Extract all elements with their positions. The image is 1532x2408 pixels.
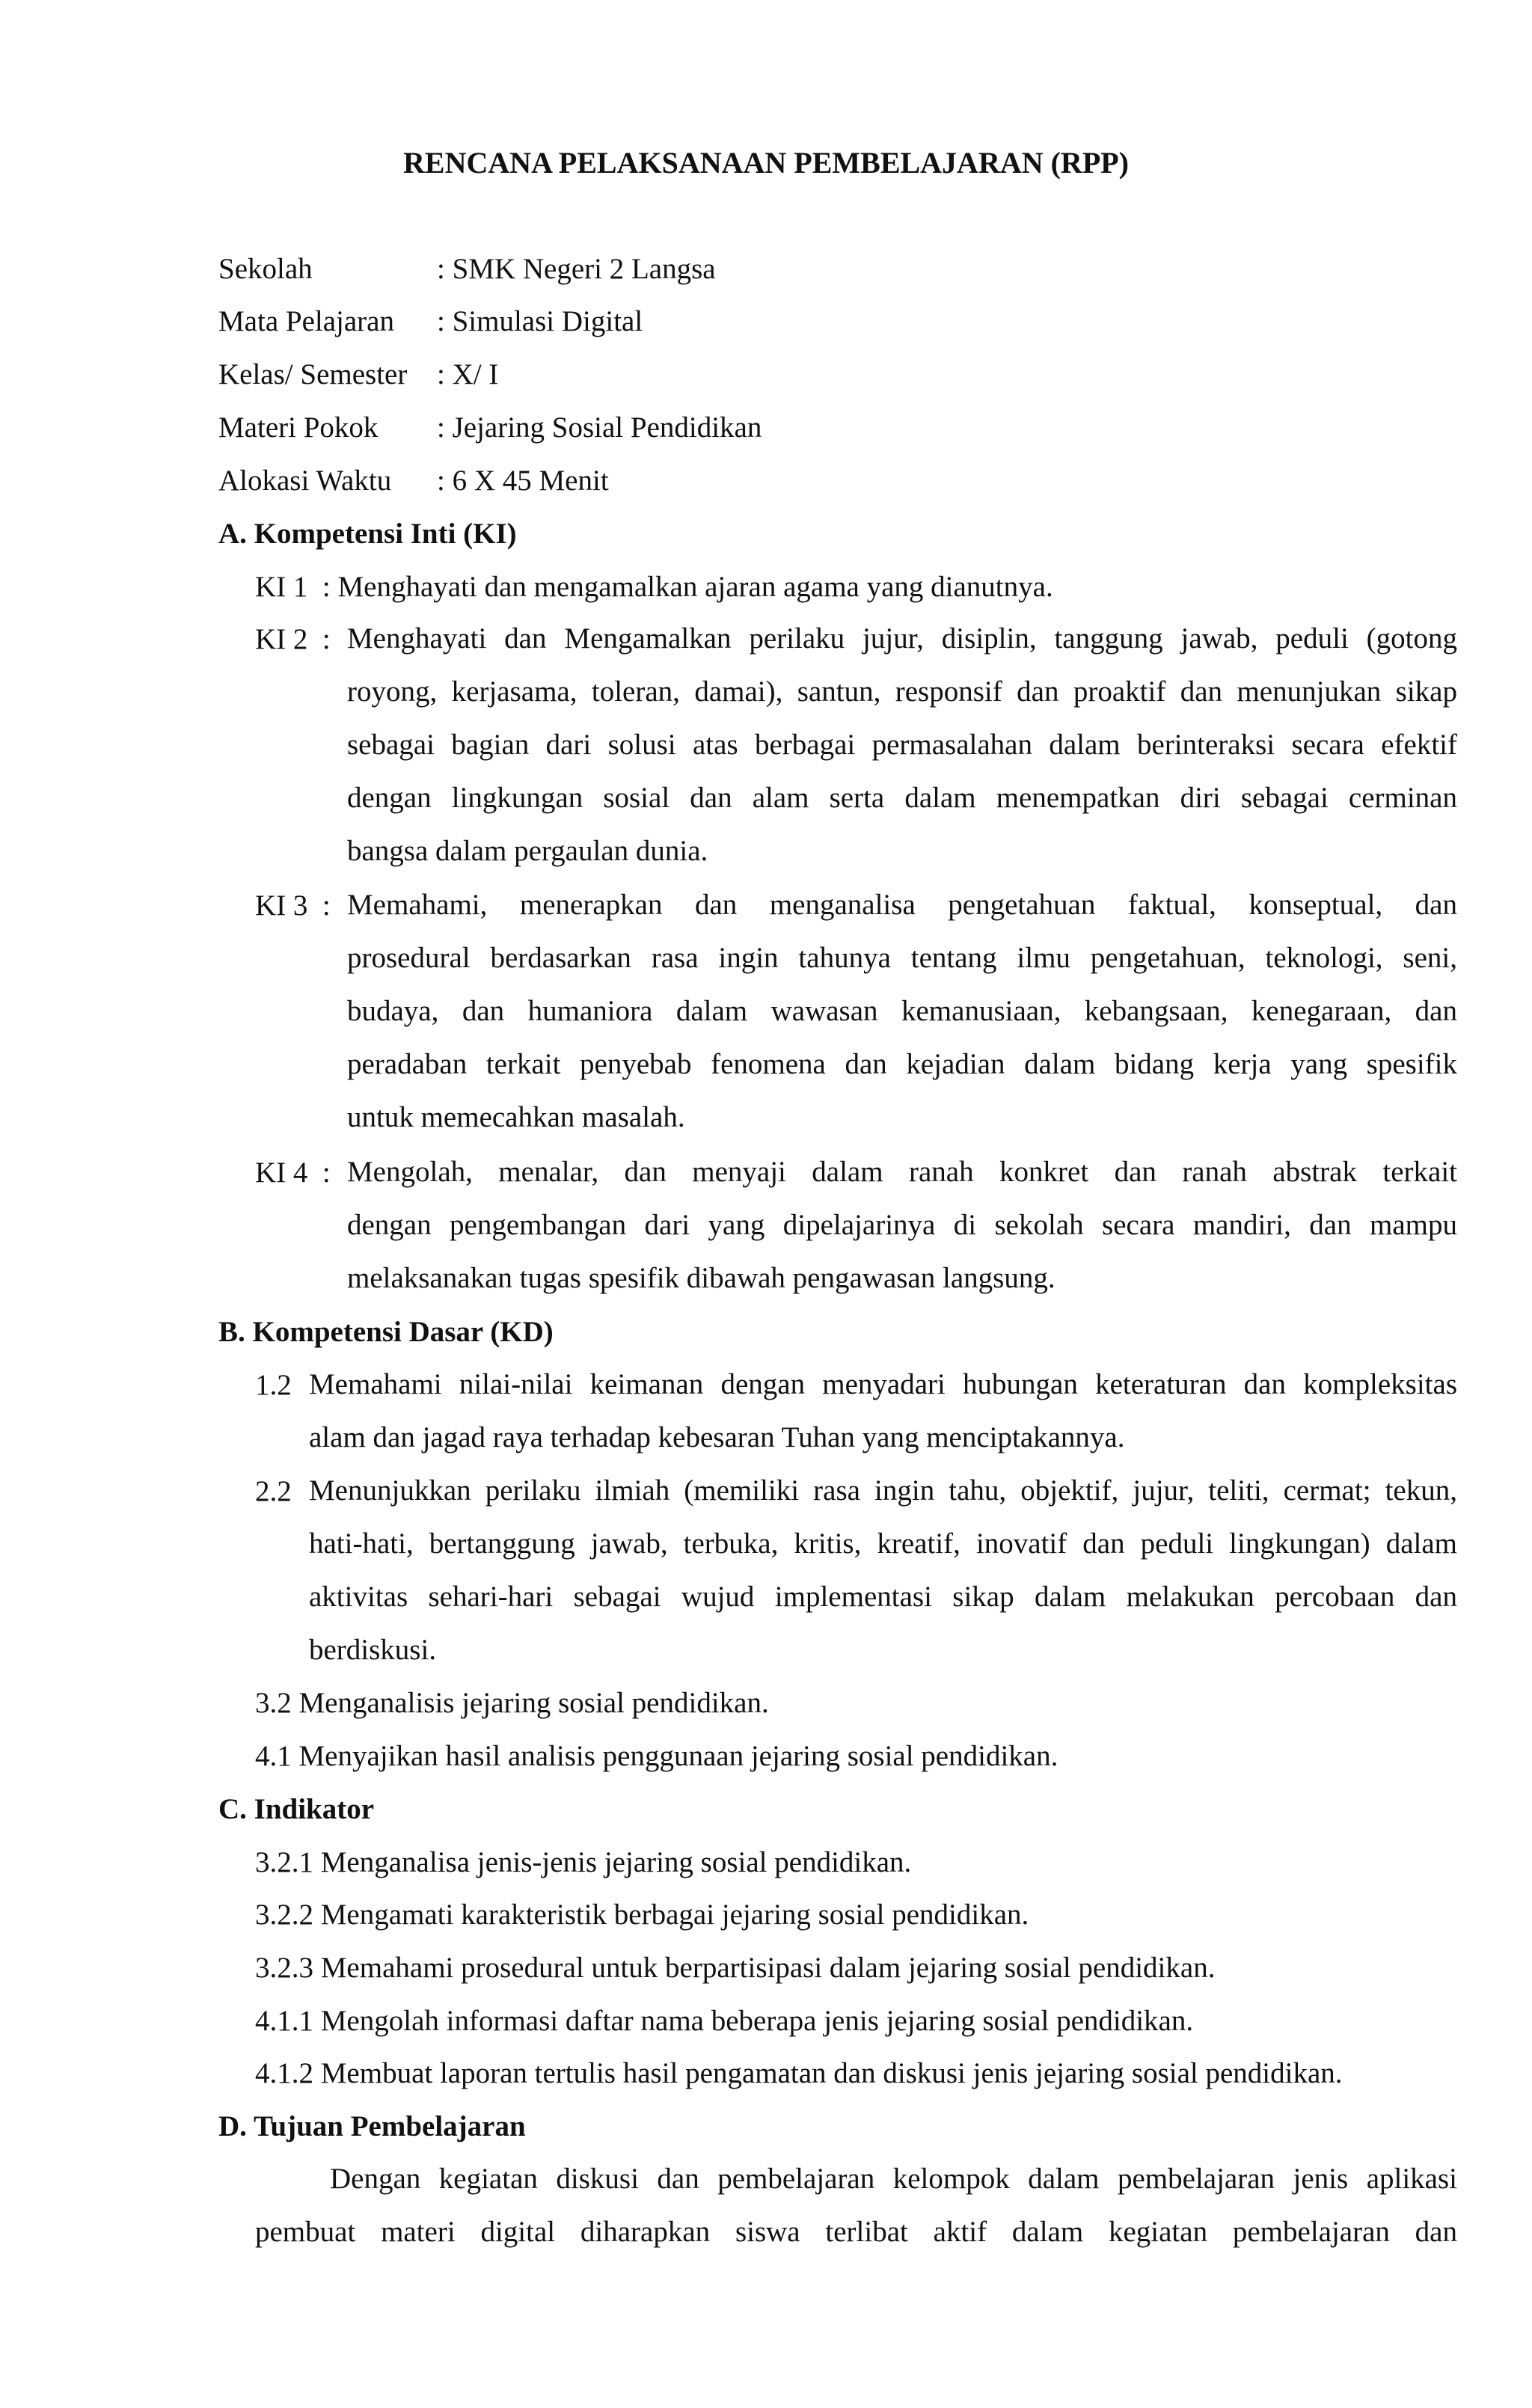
ki2-text: Menghayati dan Mengamalkan perilaku jujur, disiplin, tanggung jawab, peduli (gotong royong, kerjasama, toleran, damai), santun, responsif dan proaktif dan menunjukan sikap sebagai bagian dari solusi atas berbagai permasalahan dalam berinteraksi secara efektif dengan lingkungan sosial dan alam serta dalam menempatkan diri sebagai cerminan bangsa dalam pergaulan dunia. xyxy=(347,622,1457,867)
section-d-heading: D. Tujuan Pembelajaran xyxy=(218,2110,526,2142)
ki4-label: KI 4 : xyxy=(255,1156,331,1189)
identity-row-alokasi-waktu xyxy=(218,466,609,495)
identity-row-materi-pokok xyxy=(218,413,762,442)
kd-1-2-text: Memahami nilai-nilai keimanan dengan menyadari hubungan keteraturan dan kompleksitas alam dan jagad raya terhadap kebesaran Tuhan yang menciptakannya. xyxy=(309,1368,1457,1453)
kd-1-2-number: 1.2 xyxy=(255,1369,292,1401)
identity-value: : X/ I xyxy=(437,358,499,390)
identity-value: : SMK Negeri 2 Langsa xyxy=(437,253,716,285)
document-title: RENCANA PELAKSANAAN PEMBELAJARAN (RPP) xyxy=(403,146,1129,180)
ki4-text: Mengolah, menalar, dan menyaji dalam ranah konkret dan ranah abstrak terkait dengan pengembangan dari yang dipelajarinya di sekolah secara mandiri, dan mampu melaksanakan tugas spesifik dibawah pengawasan langsung. xyxy=(347,1156,1457,1294)
indicator-item: 3.2.3 Memahami prosedural untuk berpartisipasi dalam jejaring sosial pendidikan. xyxy=(255,1952,1216,1984)
identity-label: Materi Pokok xyxy=(218,411,379,444)
identity-value: : Jejaring Sosial Pendidikan xyxy=(437,411,762,444)
indicator-item: 4.1.2 Membuat laporan tertulis hasil pengamatan dan diskusi jenis jejaring sosial pendidikan. xyxy=(255,2057,1343,2089)
indicator-item: 4.1.1 Mengolah informasi daftar nama beberapa jenis jejaring sosial pendidikan. xyxy=(255,2005,1194,2037)
kd-2-2-text: Menunjukkan perilaku ilmiah (memiliki rasa ingin tahu, objektif, jujur, teliti, cermat; tekun, hati-hati, bertanggung jawab, terbuka, kritis, kreatif, inovatif dan peduli lingkungan) dalam aktivitas sehari-hari sebagai wujud implementasi sikap dalam melakukan percobaan dan berdiskusi. xyxy=(309,1474,1457,1666)
section-a-heading: A. Kompetensi Inti (KI) xyxy=(218,518,517,550)
ki1-label: KI 1 xyxy=(255,571,308,603)
identity-label: Sekolah xyxy=(218,253,313,285)
identity-label: Kelas/ Semester xyxy=(218,358,408,390)
kd-3-2: 3.2 Menganalisis jejaring sosial pendidikan. xyxy=(255,1687,769,1719)
section-c-heading: C. Indikator xyxy=(218,1793,375,1825)
identity-row-mata-pelajaran xyxy=(218,307,643,336)
ki1-item xyxy=(255,572,1053,601)
ki2-label: KI 2 : xyxy=(255,623,331,655)
kd-4-1: 4.1 Menyajikan hasil analisis penggunaan jejaring sosial pendidikan. xyxy=(255,1740,1058,1772)
identity-value: : 6 X 45 Menit xyxy=(437,465,609,497)
section-b-heading: B. Kompetensi Dasar (KD) xyxy=(218,1316,554,1348)
identity-label: Alokasi Waktu xyxy=(218,465,392,497)
ki3-label: KI 3 : xyxy=(255,889,331,922)
section-d-paragraph: Dengan kegiatan diskusi dan pembelajaran kelompok dalam pembelajaran jenis aplikasi pembuat materi digital diharapkan siswa terlibat aktif dalam kegiatan pembelajaran dan xyxy=(255,2163,1457,2248)
ki3-text: Memahami, menerapkan dan menganalisa pengetahuan faktual, konseptual, dan prosedural berdasarkan rasa ingin tahunya tentang ilmu pengetahuan, teknologi, seni, budaya, dan humaniora dalam wawasan kemanusiaan, kebangsaan, kenegaraan, dan peradaban terkait penyebab fenomena dan kejadian dalam bidang kerja yang spesifik untuk memecahkan masalah. xyxy=(347,889,1457,1133)
indicator-item: 3.2.2 Mengamati karakteristik berbagai jejaring sosial pendidikan. xyxy=(255,1899,1029,1931)
ki1-text: : Menghayati dan mengamalkan ajaran agama yang dianutnya. xyxy=(322,571,1053,603)
kd-2-2-number: 2.2 xyxy=(255,1475,292,1507)
identity-label: Mata Pelajaran xyxy=(218,305,394,337)
identity-value: : Simulasi Digital xyxy=(437,305,643,337)
identity-row-kelas-semester xyxy=(218,360,498,389)
indicator-item: 3.2.1 Menganalisa jenis-jenis jejaring sosial pendidikan. xyxy=(255,1846,912,1878)
identity-row-sekolah xyxy=(218,254,716,284)
